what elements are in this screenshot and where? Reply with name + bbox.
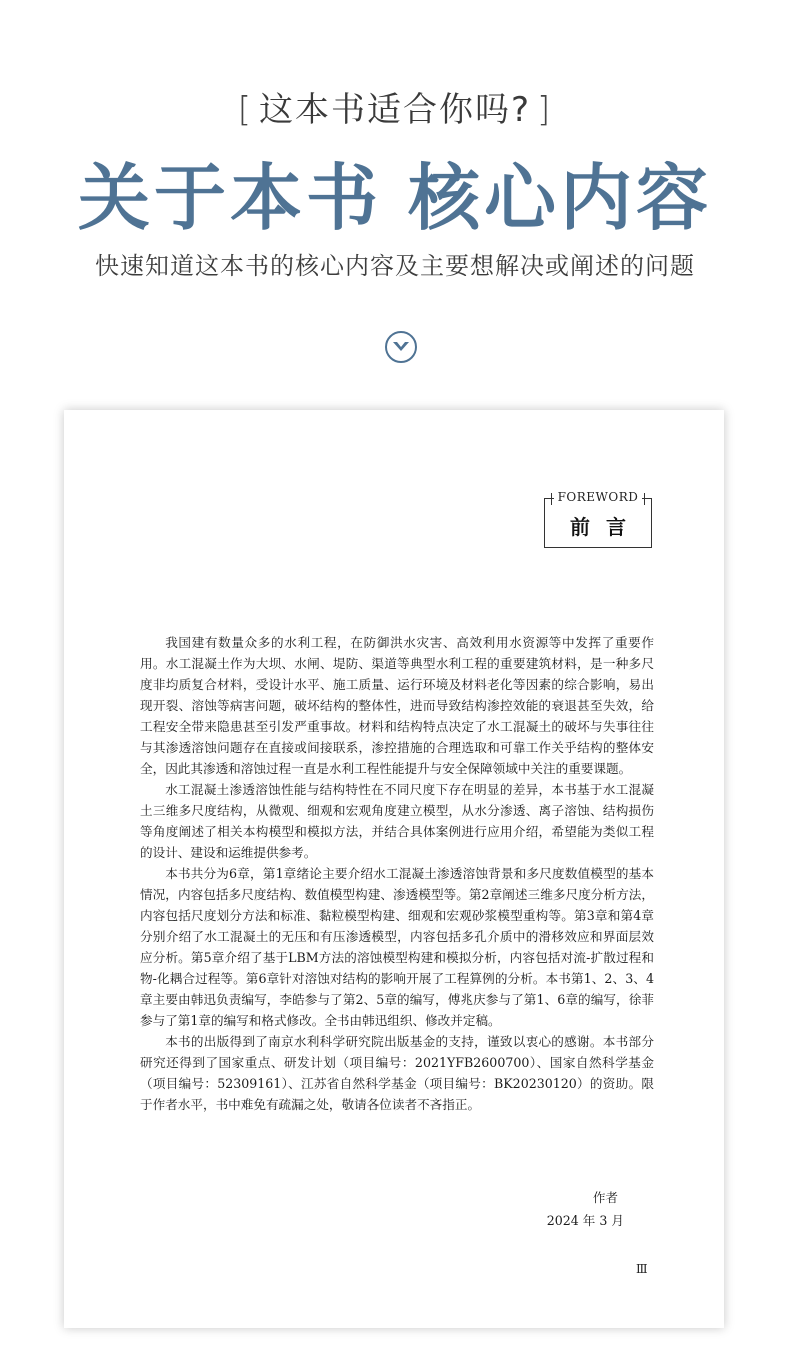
bracket-right: ]	[537, 90, 553, 130]
date-label: 2024 年 3 月	[546, 1213, 624, 1228]
foreword-heading	[544, 490, 652, 548]
paragraph: 本书共分为6章，第1章绪论主要介绍水工混凝土渗透溶蚀背景和多尺度数值模型的基本情况，内容包括多尺度结构、数值模型构建、渗透模型等。第2章阐述三维多尺度分析方法，内容包括尺度划分方法和标准、黏粒模型构建、细观和宏观砂浆模型重构等。第3章和第4章分别介绍了水工混凝土的无压和有压渗透模型，内容包括多孔介质中的滑移效应和界面层效应分析。第5章介绍了基于LBM方法的溶蚀模型构建和模拟分析，内容包括对流-扩散过程和物-化耦合过程等。第6章针对溶蚀对结构的影响开展了工程算例的分析。本书第1、2、3、4章主要由韩迅负责编写，李皓参与了第2、5章的编写，傅兆庆参与了第1、6章的编写，徐菲参与了第1章的编写和格式修改。全书由韩迅组织、修改并定稿。	[140, 866, 654, 1028]
chevron-down-circle-icon	[384, 330, 418, 364]
foreword-label: FOREWORD	[554, 490, 643, 504]
bracket-left: [	[237, 90, 253, 130]
question-text: 这本书适合你吗?	[258, 90, 532, 130]
intro-header	[0, 0, 790, 400]
foreword-title: 前言	[570, 515, 642, 539]
section-question	[0, 82, 790, 131]
paragraph: 我国建有数量众多的水利工程，在防御洪水灾害、高效利用水资源等中发挥了重要作用。水工混凝土作为大坝、水闸、堤防、渠道等典型水利工程的重要建筑材料，是一种多尺度非均质复合材料，受设计水平、施工质量、运行环境及材料老化等因素的综合影响，易出现开裂、溶蚀等病害问题，破坏结构的整体性，进而导致结构渗控效能的衰退甚至失效，给工程安全带来隐患甚至引发严重事故。材料和结构特点决定了水工混凝土的破坏与失事往往与其渗透溶蚀问题存在直接或间接联系，渗控措施的合理选取和可靠工作关乎结构的整体安全，因此其渗透和溶蚀过程一直是水利工程性能提升与安全保障领域中关注的重要课题。	[140, 635, 654, 776]
signature-block	[547, 1186, 624, 1232]
foreword-body	[140, 632, 654, 1115]
paragraph: 本书的出版得到了南京水利科学研究院出版基金的支持，谨致以衷心的感谢。本书部分研究还得到了国家重点、研发计划（项目编号：2021YFB2600700）、国家自然科学基金（项目编号：52309161）、江苏省自然科学基金（项目编号：BK20230120）的资助。限于作者水平，书中难免有疏漏之处，敬请各位读者不吝指正。	[140, 1034, 654, 1112]
paragraph: 水工混凝土渗透溶蚀性能与结构特性在不同尺度下存在明显的差异，本书基于水工混凝土三维多尺度结构，从微观、细观和宏观角度建立模型，从水分渗透、离子溶蚀、结构损伤等角度阐述了相关本构模型和模拟方法，并结合具体案例进行应用介绍，希望能为类似工程的设计、建设和运维提供参考。	[140, 782, 654, 860]
author-label: 作者	[592, 1190, 618, 1205]
section-subtitle: 快速知道这本书的核心内容及主要想解决或阐述的问题	[95, 252, 695, 280]
title-part-2: 核心内容	[408, 155, 713, 240]
page-number: Ⅲ	[636, 1262, 648, 1276]
title-part-1: 关于本书	[77, 155, 382, 240]
section-title	[0, 140, 790, 244]
book-page	[64, 410, 724, 1328]
